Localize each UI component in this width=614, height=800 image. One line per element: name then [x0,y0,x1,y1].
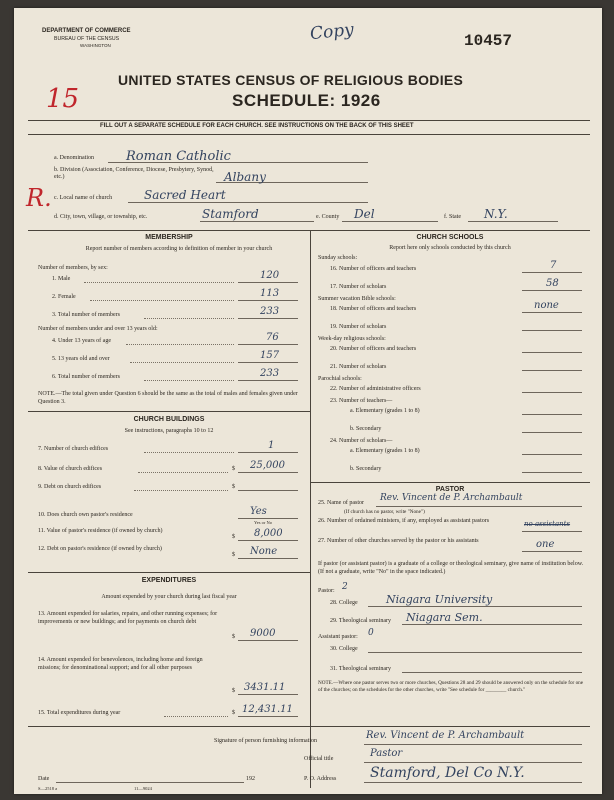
q6-value: 233 [260,368,280,379]
assistant-mark: 0 [368,628,374,638]
q29-value: Niagara Sem. [406,611,483,624]
q10-label: 10. Does church own pastor's residence [38,512,133,518]
division-value: Albany [224,170,266,184]
q21-label: 21. Number of scholars [330,364,387,370]
q12-value: None [250,546,278,557]
po-address-label: P. O. Address [304,776,337,782]
q27-label: 27. Number of other churches served by the pastor or his assistants [318,538,479,544]
q17-label: 17. Number of scholars [330,284,387,290]
q23b-label: b. Secondary [350,426,382,432]
pastor-sublabel: Pastor: [318,588,335,594]
margin-number: 15 [46,84,80,114]
sunday-schools-label: Sunday schools: [318,255,358,261]
schools-subheading: Report here only schools conducted by this church [389,245,511,251]
membership-heading: MEMBERSHIP [145,234,193,241]
q25-value: Rev. Vincent de P. Archambault [380,493,523,503]
denomination-label: a. Denomination [54,155,94,161]
q23a-label: a. Elementary (grades 1 to 8) [350,408,420,414]
department-name: DEPARTMENT OF COMMERCE [42,28,131,34]
q2-value: 113 [260,288,280,299]
q31-label: 31. Theological seminary [330,666,392,672]
schedule-title: SCHEDULE: 1926 [232,91,381,110]
q24b-label: b. Secondary [350,466,382,472]
buildings-heading: CHURCH BUILDINGS [133,416,205,423]
parochial-schools-label: Parochial schools: [318,376,362,382]
signature-label: Signature of person furnishing information [214,738,317,744]
year-suffix: 192 [246,776,255,782]
q6-label: 6. Total number of members [52,374,120,380]
official-title-value: Pastor [370,748,403,759]
official-title-label: Official title [304,756,334,762]
q19-label: 19. Number of scholars [330,324,387,330]
q10-value: Yes [250,506,267,517]
state-label: f. State [444,214,461,220]
q14-value: 3431.11 [244,682,286,693]
schedule-stamp-number: 10457 [464,32,513,50]
q28-label: 28. College [330,600,358,606]
pastor-mark: 2 [342,582,348,592]
q1-label: 1. Male [52,276,71,282]
membership-note: NOTE.—The total given under Question 6 should be the same as the total of males and females given under Question 3. [38,391,298,405]
q1-value: 120 [260,270,280,281]
instruction-banner: FILL OUT A SEPARATE SCHEDULE FOR EACH CHURCH. SEE INSTRUCTIONS ON THE BACK OF THIS SHEET [100,123,414,129]
members-by-age-label: Number of members under and over 13 years old: [38,326,158,332]
signature-value: Rev. Vincent de P. Archambault [366,730,525,741]
pastor-heading: PASTOR [435,486,465,493]
graduate-note: If pastor (or assistant pastor) is a graduate of a college or theological seminary, give name of institution below. (If not a graduate, write "No" in the space indicated.) [318,561,584,575]
q8-label: 8. Value of church edifices [38,466,103,472]
q25-label: 25. Name of pastor [318,500,364,506]
members-by-sex-label: Number of members, by sex: [38,265,108,271]
city-value: Stamford [202,207,259,221]
margin-letter: R. [26,184,52,212]
form-title: UNITED STATES CENSUS OF RELIGIOUS BODIES [118,72,464,88]
bureau-city: WASHINGTON [80,43,111,48]
q8-value: 25,000 [250,460,285,471]
q11-value: 8,000 [254,528,283,539]
q28-value: Niagara University [386,593,493,606]
q24a-label: a. Elementary (grades 1 to 8) [350,448,420,454]
q29-label: 29. Theological seminary [330,618,392,624]
denomination-value: Roman Catholic [126,149,231,164]
copy-note: Copy [309,19,355,45]
schools-heading: CHURCH SCHOOLS [416,234,484,241]
buildings-subheading: See instructions, paragraphs 10 to 12 [124,428,214,434]
q9-label: 9. Debt on church edifices [38,484,102,490]
county-label: e. County [316,214,340,220]
print-code: 11—9024 [134,786,152,791]
local-name-value: Sacred Heart [144,188,226,202]
q26-label: 26. Number of ordained ministers, if any, employed as assistant pastors [318,518,490,524]
q3-label: 3. Total number of members [52,312,120,318]
census-schedule-sheet: DEPARTMENT OF COMMERCE BUREAU OF THE CENSUS WASHINGTON Copy 10457 UNITED STATES CENSUS OF RELIGIOUS BODIES SCHEDULE: 1926 15 R. FILL OUT A SEPARATE SCHEDULE FOR EACH CHURCH. SEE INSTRUCTIONS ON THE BACK OF THIS SHEET a. Denomination Roman Catholic b. Division (Association, Conference, Diocese, Presbytery, Synod, etc.) Albany c. Local name of church Sacred Heart d. City, town, village, or township, etc. Stamford e. County Del f. State N.Y. MEMBERSHIP Report number of members according to definition of member in your church Number of members, by sex: 1. Male 120 2. Female 113 3. Total number of members 233 Number of members under and over 13 years old: 4. Under 13 years of age 76 5. 13 years old and over 157 6. Total number of members 233 NOTE.—The total given under Question 6 should be the same as the total of males and females given under Question 3. CHURCH BUILDINGS See instructions, paragraphs 10 to 12 7. Number of church edifices 1 8. Value of church edifices $ 25,000 9. Debt on church edifices $ 10. Does church own pastor's residence Yes Yes or No 11. Value of pastor's residence (if owned by church) $ 8,000 12. Debt on pastor's residence (if owned by church) $ None EXPENDITURES Amount expended by your church during last fiscal year 13. Amount expended for salaries, repairs, and other running expenses; for improvements or new buildings; and for payments on church debt $ 9000 14. Amount expended for benevolences, including home and foreign missions; for denominational support; and for all other purposes $ 3431.11 15. Total expenditures during year $ 12,431.11 CHURCH SCHOOLS Report here only schools conducted by this church Sunday schools: 16. Number of officers and teachers 7 17. Number of scholars 58 Summer vacation Bible schools: 18. Number of officers and teachers none 19. Number of scholars Week-day religious schools: 20. Number of officers and teachers 21. Number of scholars Parochial schools: 22. Number of administrative officers 23. Number of teachers— a. Elementary (grades 1 to 8) b. Secondary 24. Number of scholars— a. Elementary (grades 1 to 8) b. Secondary PASTOR 25. Name of pastor Rev. Vincent de P. Archambault (If church has no pastor, write "None") 26. Number of ordained ministers, if any, employed as assistant pastors no assistants 27. Number of other churches served by the pastor or his assistants one If pastor (or assistant pastor) is a graduate of a college or theological seminary, give name of institution below. (If not a graduate, write "No" in the space indicated.) Pastor: 2 28. College Niagara University 29. Theological seminary Niagara Sem. Assistant pastor: 0 30. College 31. Theological seminary NOTE.—Where one pastor serves two or more churches, Questions 28 and 29 should be answered only on the schedule for one of the churches; on the schedules for the other churches, write "See schedule for ________ church." Signature of person furnishing information Rev. Vincent de P. Archambault Official title Pastor Date 192 P. O. Address Stamford, Del Co N.Y. S—2518 a 11—9024 [14,8,602,794]
q7-label: 7. Number of church edifices [38,446,109,452]
form-code: S—2518 a [38,786,58,791]
q23-label: 23. Number of teachers— [330,398,393,404]
q26-value: no assistants [524,520,571,528]
q3-value: 233 [260,306,280,317]
q5-label: 5. 13 years old and over [52,356,110,362]
q17-value: 58 [546,278,559,289]
q20-label: 20. Number of officers and teachers [330,346,417,352]
q10-hint: Yes or No [254,520,273,525]
county-value: Del [354,207,375,221]
po-address-value: Stamford, Del Co N.Y. [370,765,525,781]
q22-label: 22. Number of administrative officers [330,386,421,392]
city-label: d. City, town, village, or township, etc. [54,214,148,220]
q18-value: none [534,300,559,311]
q16-label: 16. Number of officers and teachers [330,266,417,272]
summer-schools-label: Summer vacation Bible schools: [318,296,396,302]
q4-label: 4. Under 13 years of age [52,338,111,344]
q24-label: 24. Number of scholars— [330,438,393,444]
q13-value: 9000 [250,628,276,639]
q2-label: 2. Female [52,294,76,300]
q13-label: 13. Amount expended for salaries, repairs, and other running expenses; for improvements or new buildings; and for payments on church debt [38,611,218,625]
q5-value: 157 [260,350,280,361]
assistant-sublabel: Assistant pastor: [318,634,358,640]
q11-label: 11. Value of pastor's residence (if owned by church) [38,528,163,534]
q4-value: 76 [266,332,279,343]
membership-intro: Report number of members according to definition of member in your church [85,246,273,252]
expenditures-subheading: Amount expended by your church during last fiscal year [101,594,237,600]
q25-hint: (If church has no pastor, write "None") [344,509,425,515]
q15-label: 15. Total expenditures during year [38,710,121,716]
q7-value: 1 [268,440,275,451]
q15-value: 12,431.11 [242,704,293,715]
expenditures-heading: EXPENDITURES [141,577,197,584]
q14-label: 14. Amount expended for benevolences, including home and foreign missions; for denominational support; and for all other purposes [38,657,203,671]
local-name-label: c. Local name of church [54,195,113,201]
q27-value: one [536,539,555,550]
q16-value: 7 [550,260,557,271]
q18-label: 18. Number of officers and teachers [330,306,417,312]
date-label: Date [38,776,50,782]
weekday-schools-label: Week-day religious schools: [318,336,386,342]
q30-label: 30. College [330,646,358,652]
state-value: N.Y. [484,207,508,221]
q12-label: 12. Debt on pastor's residence (if owned by church) [38,546,162,552]
pastor-note: NOTE.—Where one pastor serves two or more churches, Questions 28 and 29 should be answered only on the schedule for one of the churches; on the schedules for the other churches, write "See schedule for ________ church." [318,680,584,693]
bureau-name: BUREAU OF THE CENSUS [54,36,120,42]
division-label: b. Division (Association, Conference, Diocese, Presbytery, Synod, etc.) [54,167,214,180]
